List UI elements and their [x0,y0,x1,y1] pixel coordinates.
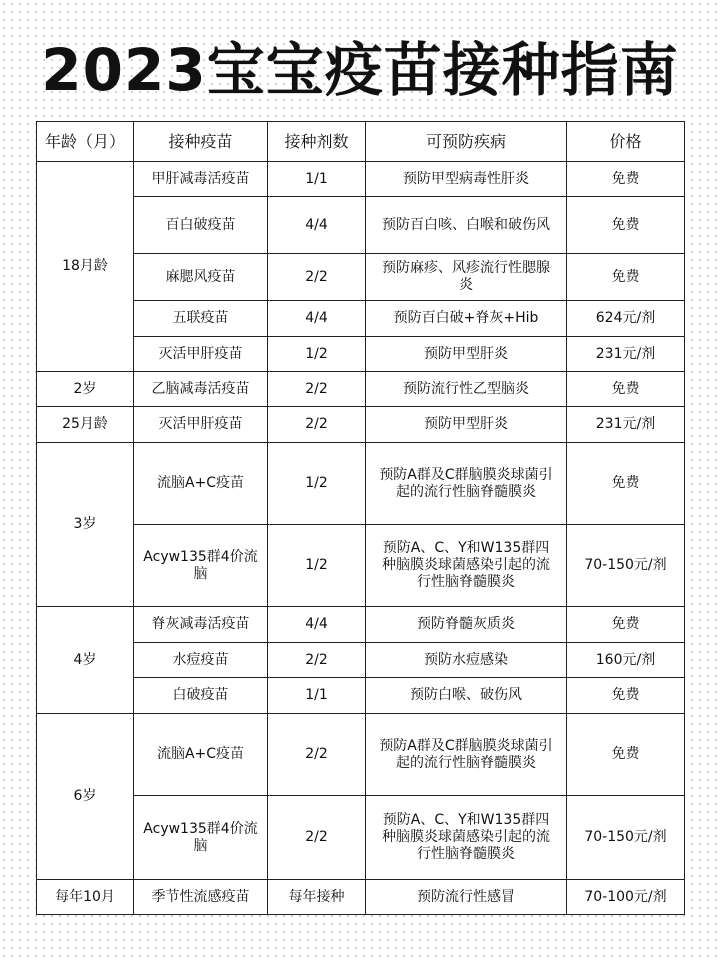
header-vaccine: 接种疫苗 [134,122,268,162]
vaccine-cell: 水痘疫苗 [134,643,268,678]
disease-cell: 预防A群及C群脑膜炎球菌引起的流行性脑脊髓膜炎 [366,443,567,525]
price-cell: 231元/剂 [567,337,685,372]
disease-cell: 预防白喉、破伤风 [366,678,567,714]
doses-cell: 2/2 [268,643,366,678]
age-cell: 4岁 [37,607,134,714]
doses-cell: 4/4 [268,301,366,337]
vaccine-cell: 流脑A+C疫苗 [134,443,268,525]
table-row [37,525,685,607]
price-cell: 免费 [567,678,685,714]
doses-cell: 每年接种 [268,880,366,915]
disease-cell: 预防麻疹、风疹流行性腮腺炎 [366,254,567,301]
doses-cell: 2/2 [268,714,366,796]
table-row [37,678,685,714]
vaccine-cell: Acyw135群4价流脑 [134,796,268,880]
table-row [37,337,685,372]
price-cell: 免费 [567,197,685,254]
vaccine-cell: 流脑A+C疫苗 [134,714,268,796]
vaccine-cell: 脊灰减毒活疫苗 [134,607,268,643]
header-disease: 可预防疾病 [366,122,567,162]
doses-cell: 4/4 [268,607,366,643]
vaccine-cell: 麻腮风疫苗 [134,254,268,301]
vaccine-cell: 五联疫苗 [134,301,268,337]
doses-cell: 2/2 [268,407,366,443]
price-cell: 免费 [567,372,685,407]
age-cell: 25月龄 [37,407,134,443]
table-row [37,197,685,254]
disease-cell: 预防甲型肝炎 [366,407,567,443]
vaccine-cell: 百白破疫苗 [134,197,268,254]
vaccine-cell: 甲肝减毒活疫苗 [134,162,268,197]
table-row [37,162,685,197]
disease-cell: 预防百白破+脊灰+Hib [366,301,567,337]
disease-cell: 预防流行性感冒 [366,880,567,915]
disease-cell: 预防A、C、Y和W135群四种脑膜炎球菌感染引起的流行性脑脊髓膜炎 [366,796,567,880]
vaccine-cell: 灭活甲肝疫苗 [134,337,268,372]
disease-cell: 预防A、C、Y和W135群四种脑膜炎球菌感染引起的流行性脑脊髓膜炎 [366,525,567,607]
price-cell: 免费 [567,162,685,197]
doses-cell: 1/1 [268,162,366,197]
disease-cell: 预防A群及C群脑膜炎球菌引起的流行性脑脊髓膜炎 [366,714,567,796]
header-age: 年龄（月） [37,122,134,162]
disease-cell: 预防流行性乙型脑炎 [366,372,567,407]
table-row [37,301,685,337]
table-row [37,714,685,796]
table-row [37,880,685,915]
doses-cell: 1/2 [268,337,366,372]
vaccine-schedule-table [36,121,685,915]
vaccine-cell: Acyw135群4价流脑 [134,525,268,607]
vaccine-cell: 灭活甲肝疫苗 [134,407,268,443]
header-price: 价格 [567,122,685,162]
disease-cell: 预防百白咳、白喉和破伤风 [366,197,567,254]
doses-cell: 4/4 [268,197,366,254]
age-cell: 3岁 [37,443,134,607]
price-cell: 免费 [567,714,685,796]
page-title: 2023宝宝疫苗接种指南 [41,36,679,104]
age-cell: 6岁 [37,714,134,880]
disease-cell: 预防甲型病毒性肝炎 [366,162,567,197]
table-row [37,796,685,880]
doses-cell: 2/2 [268,796,366,880]
price-cell: 624元/剂 [567,301,685,337]
price-cell: 70-100元/剂 [567,880,685,915]
price-cell: 免费 [567,443,685,525]
header-doses: 接种剂数 [268,122,366,162]
doses-cell: 1/2 [268,525,366,607]
table-row [37,607,685,643]
vaccine-cell: 乙脑减毒活疫苗 [134,372,268,407]
vaccine-cell: 季节性流感疫苗 [134,880,268,915]
table-row [37,372,685,407]
price-cell: 70-150元/剂 [567,525,685,607]
price-cell: 70-150元/剂 [567,796,685,880]
price-cell: 免费 [567,607,685,643]
disease-cell: 预防脊髓灰质炎 [366,607,567,643]
price-cell: 231元/剂 [567,407,685,443]
table-row [37,254,685,301]
table-row [37,643,685,678]
table-row [37,407,685,443]
table-header-row [37,122,685,162]
age-cell: 每年10月 [37,880,134,915]
price-cell: 免费 [567,254,685,301]
price-cell: 160元/剂 [567,643,685,678]
doses-cell: 2/2 [268,372,366,407]
age-cell: 18月龄 [37,162,134,372]
age-cell: 2岁 [37,372,134,407]
doses-cell: 1/1 [268,678,366,714]
disease-cell: 预防水痘感染 [366,643,567,678]
table-row [37,443,685,525]
doses-cell: 2/2 [268,254,366,301]
doses-cell: 1/2 [268,443,366,525]
vaccine-cell: 白破疫苗 [134,678,268,714]
disease-cell: 预防甲型肝炎 [366,337,567,372]
